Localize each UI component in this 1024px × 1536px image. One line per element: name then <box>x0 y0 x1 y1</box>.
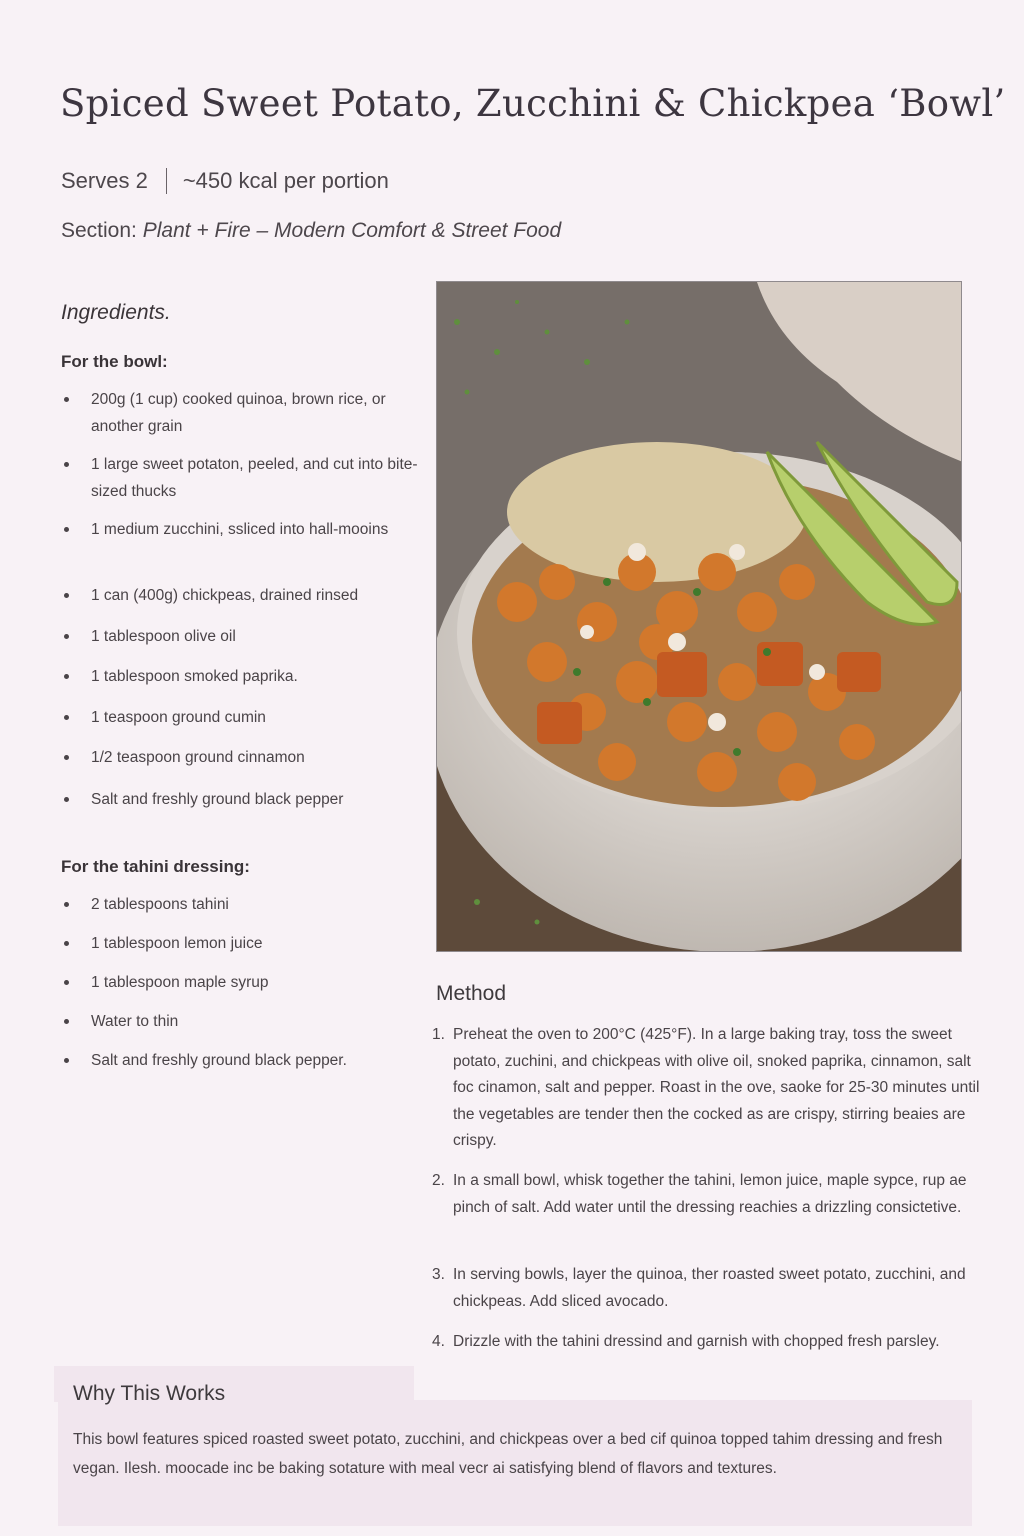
bullet-icon <box>64 527 69 532</box>
ingredient-item: 200g (1 cup) cooked quinoa, brown rice, or another grain <box>61 386 426 440</box>
ingredient-item: 1 large sweet potaton, peeled, and cut into bite-sized thucks <box>61 451 426 505</box>
ingredient-item: 2 tablespoons tahini <box>61 891 426 918</box>
bullet-icon <box>64 593 69 598</box>
ingredient-item: 1 tablespoon maple syrup <box>61 969 426 996</box>
ingredient-item: 1 teaspoon ground cumin <box>61 704 426 731</box>
why-heading: Why This Works <box>73 1382 226 1405</box>
ingredient-item: 1 tablespoon smoked paprika. <box>61 663 426 690</box>
bowl-subheading: For the bowl: <box>61 352 168 371</box>
ingredient-item: Salt and freshly ground black pepper <box>61 786 426 813</box>
recipe-photo <box>436 281 962 952</box>
method-step: 4. Drizzle with the tahini dressind and garnish with chopped fresh parsley. <box>432 1333 940 1350</box>
bullet-icon <box>64 1058 69 1063</box>
meta-divider <box>166 168 167 194</box>
method-step: 2. In a small bowl, whisk together the tahini, lemon juice, maple sypce, rup ae pinch of salt. Add water until the dressing reachies a drizzling consictetive. <box>432 1172 967 1216</box>
ingredients-heading: Ingredients. <box>61 301 171 324</box>
bullet-icon <box>64 797 69 802</box>
serves-text: Serves 2 <box>61 168 148 193</box>
bullet-icon <box>64 1019 69 1024</box>
ingredient-item: 1 tablespoon lemon juice <box>61 930 426 957</box>
calories-text: ~450 kcal per portion <box>182 168 389 193</box>
ingredient-item: Salt and freshly ground black pepper. <box>61 1047 381 1074</box>
ingredient-item: 1 tablespoon olive oil <box>61 623 426 650</box>
why-text: This bowl features spiced roasted sweet potato, zucchini, and chickpeas over a bed cif quinoa topped tahim dressing and fresh vegan. Ilesh. moocade inc be baking sotature with meal vecr ai satisfying blend of flavors and textures. <box>73 1431 943 1477</box>
bullet-icon <box>64 755 69 760</box>
ingredient-item: 1/2 teaspoon ground cinnamon <box>61 744 426 771</box>
dressing-subheading: For the tahini dressing: <box>61 857 250 876</box>
bullet-icon <box>64 674 69 679</box>
ingredient-item: 1 can (400g) chickpeas, drained rinsed <box>61 582 426 609</box>
section-label: Section: <box>61 219 137 242</box>
ingredient-item: Water to thin <box>61 1008 426 1035</box>
bullet-icon <box>64 634 69 639</box>
bullet-icon <box>64 397 69 402</box>
section-line <box>61 219 561 243</box>
bullet-icon <box>64 941 69 946</box>
section-name: Plant + Fire – Modern Comfort & Street Food <box>142 219 562 242</box>
method-step: 3. In serving bowls, layer the quinoa, ther roasted sweet potato, zucchini, and chickpeas. Add sliced avocado. <box>432 1266 966 1310</box>
bullet-icon <box>64 462 69 467</box>
recipe-title: Spiced Sweet Potato, Zucchini & Chickpea ‘Bowl’ <box>60 82 1006 125</box>
recipe-meta <box>61 168 389 194</box>
bowl-illustration <box>437 282 962 952</box>
bullet-icon <box>64 902 69 907</box>
ingredient-item: 1 medium zucchini, ssliced into hall-mooins <box>61 516 426 543</box>
bullet-icon <box>64 715 69 720</box>
method-heading: Method <box>436 982 507 1005</box>
method-step: 1. Preheat the oven to 200°C (425°F). In a large baking tray, toss the sweet potato, zuchini, and chickpeas with olive oil, snoked paprika, cinnamon, salt foc cinamon, salt and pepper. Roast in the ove, saoke for 25-30 minutes until the vegetables are tender then the cocked as are crispy, stirring beaies are crispy. <box>432 1026 980 1149</box>
bullet-icon <box>64 980 69 985</box>
